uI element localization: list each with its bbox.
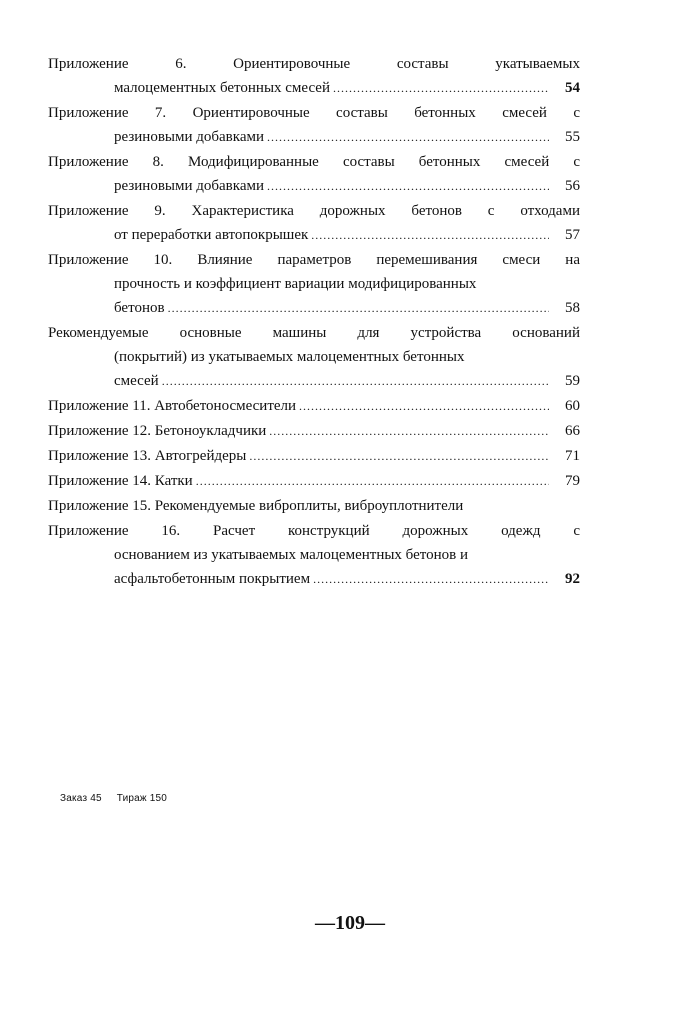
- toc-page-number: 71: [565, 448, 580, 464]
- print-info: [60, 793, 179, 804]
- toc-entry-text: Приложение 15. Рекомендуемые виброплиты, виброуплотнители: [48, 498, 464, 514]
- toc-entry-text: от переработки автопокрышек: [114, 227, 309, 243]
- leader-dots: [162, 369, 549, 393]
- toc-entry-text: резиновыми добавками: [114, 129, 264, 145]
- toc-entry-text: смесей: [114, 373, 159, 389]
- toc-entry-text: Приложение 11. Автобетоносмесители: [48, 398, 297, 414]
- toc-page-number: 57: [565, 227, 580, 243]
- toc-entry: [48, 248, 580, 320]
- toc-entry-text: Приложение 12. Бетоноукладчики: [48, 423, 267, 439]
- toc-page-number: 79: [565, 473, 580, 489]
- toc-entry-text: Приложение 13. Автогрейдеры: [48, 448, 247, 464]
- toc-entry-text: Рекомендуемые основные машины для устройства оснований: [48, 325, 580, 341]
- toc-page-number: 92: [565, 571, 580, 587]
- toc-page-number: 60: [565, 398, 580, 414]
- toc-entry: [48, 444, 580, 468]
- toc-entry-text: малоцементных бетонных смесей: [114, 80, 330, 96]
- toc-page-number: 54: [565, 80, 580, 96]
- toc-entry: [48, 519, 580, 591]
- toc-entry-text: прочность и коэффициент вариации модифицированных: [114, 276, 477, 292]
- toc-entry-text: Приложение 10. Влияние параметров перемешивания смеси на: [48, 252, 580, 268]
- toc-entry-text: асфальтобетонным покрытием: [114, 571, 311, 587]
- toc-page-number: 58: [565, 300, 580, 316]
- leader-dots: [313, 567, 549, 591]
- toc-entry: [48, 52, 580, 100]
- toc-entry-text: Приложение 7. Ориентировочные составы бетонных смесей с: [48, 105, 580, 121]
- leader-dots: [168, 296, 549, 320]
- toc-entry: [48, 321, 580, 393]
- print-run: Тираж 150: [116, 793, 168, 804]
- leader-dots: [311, 223, 549, 247]
- toc-entry-text: Приложение 14. Катки: [48, 473, 193, 489]
- toc-page-number: 56: [565, 178, 580, 194]
- toc-page-number: 66: [565, 423, 580, 439]
- toc-entry: [48, 494, 580, 518]
- toc-entry-text: (покрытий) из укатываемых малоцементных бетонных: [114, 349, 465, 365]
- toc-entry: [48, 419, 580, 443]
- toc-entry-text: Приложение 6. Ориентировочные составы укатываемых: [48, 56, 580, 72]
- toc-entry: [48, 101, 580, 149]
- toc-entry-text: Приложение 9. Характеристика дорожных бетонов с отходами: [48, 203, 580, 219]
- leader-dots: [196, 469, 549, 493]
- order-number: Заказ 45: [60, 793, 102, 804]
- table-of-contents: [48, 52, 580, 592]
- toc-entry: [48, 150, 580, 198]
- toc-entry-text: Приложение 16. Расчет конструкций дорожных одежд с: [48, 523, 580, 539]
- toc-entry: [48, 469, 580, 493]
- toc-page-number: 59: [565, 373, 580, 389]
- leader-dots: [333, 76, 549, 100]
- toc-entry-text: Приложение 8. Модифицированные составы бетонных смесей с: [48, 154, 580, 170]
- toc-entry: [48, 394, 580, 418]
- page-number: —109—: [315, 912, 385, 934]
- toc-entry-text: бетонов: [114, 300, 165, 316]
- toc-entry-text: резиновыми добавками: [114, 178, 264, 194]
- leader-dots: [299, 394, 549, 418]
- toc-page-number: 55: [565, 129, 580, 145]
- leader-dots: [267, 174, 549, 198]
- leader-dots: [267, 125, 549, 149]
- toc-entry-text: основанием из укатываемых малоцементных бетонов и: [114, 547, 469, 563]
- leader-dots: [269, 419, 549, 443]
- leader-dots: [249, 444, 549, 468]
- toc-entry: [48, 199, 580, 247]
